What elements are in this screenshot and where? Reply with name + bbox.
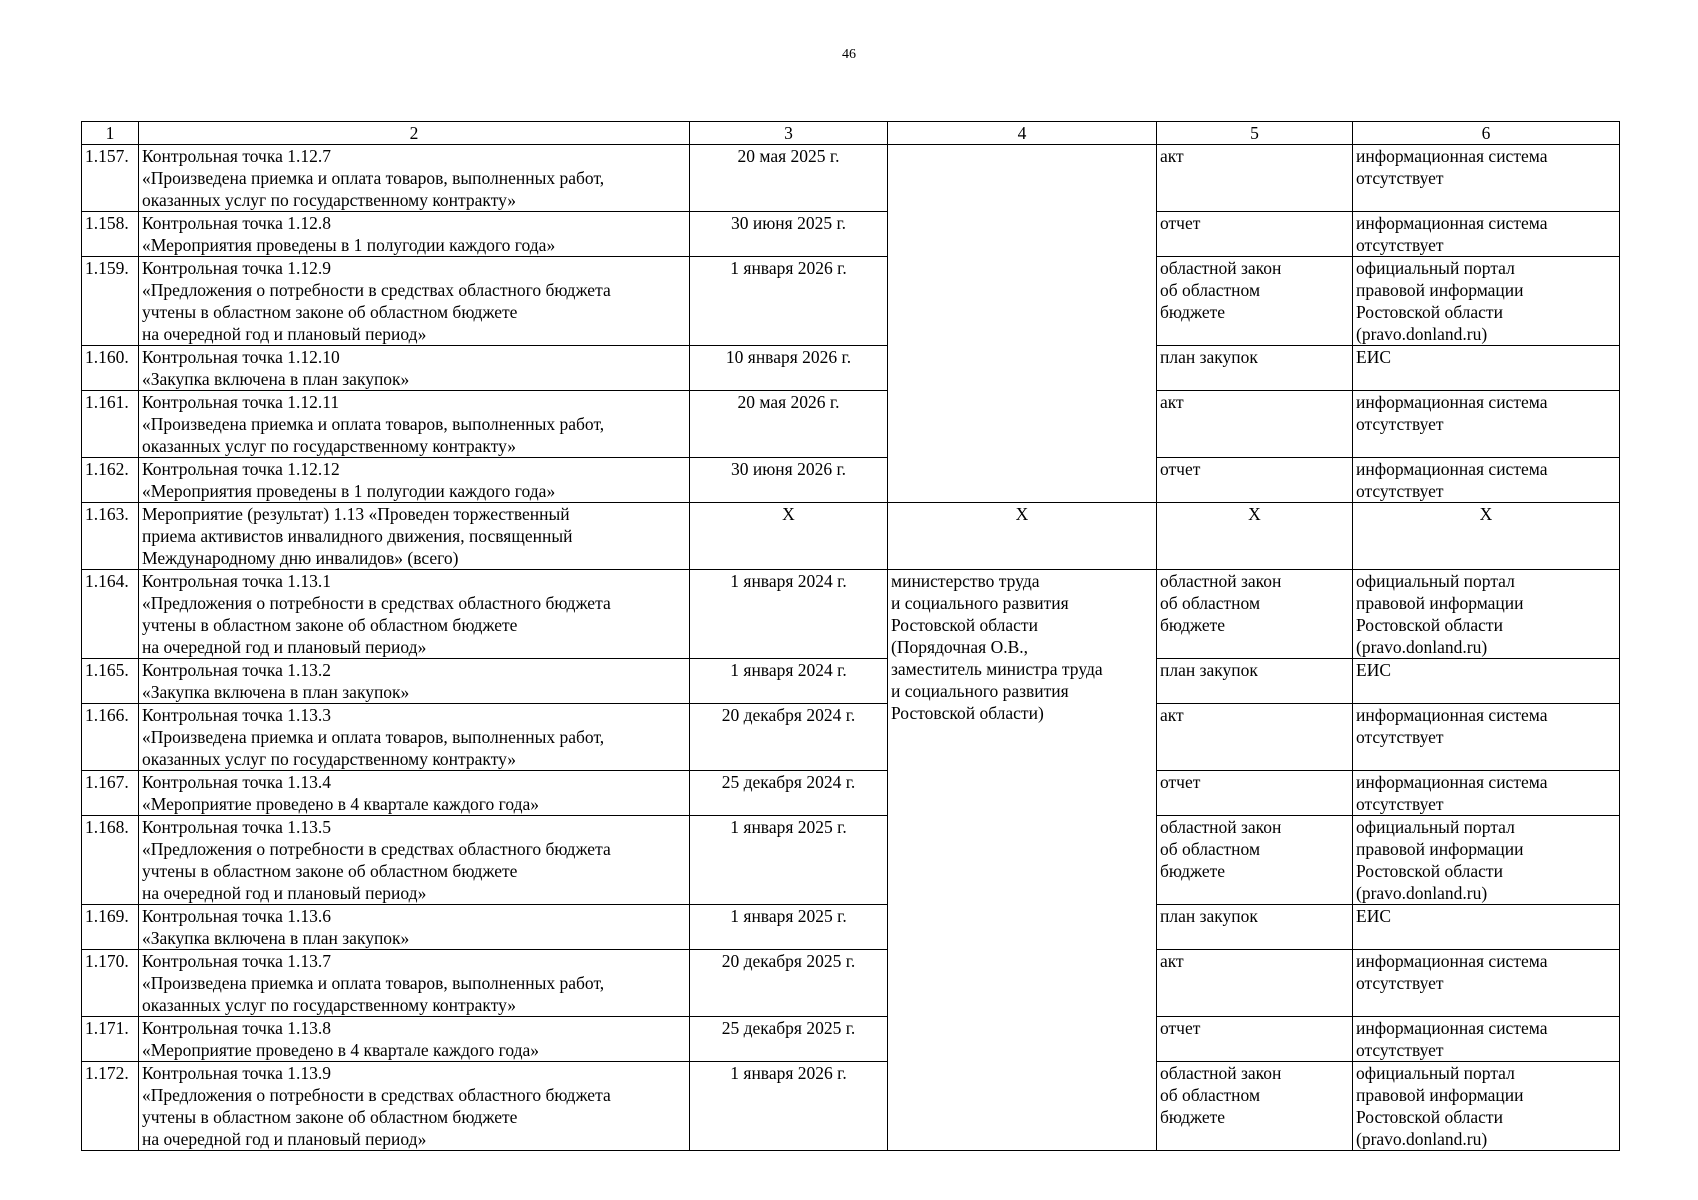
information-system [1353, 458, 1620, 503]
column-header: 4 [888, 122, 1157, 145]
cell-line: об областном [1160, 839, 1261, 859]
table-row [82, 346, 1620, 391]
cell-line: акт [1160, 705, 1184, 725]
cell-line: и социального развития [891, 681, 1069, 701]
cell-line: информационная система [1356, 146, 1548, 166]
cell-line: план закупок [1160, 906, 1258, 926]
control-point-title: Мероприятие (результат) 1.13 «Проведен торжественный [142, 504, 570, 524]
table-row [82, 458, 1620, 503]
row-number: 1.160. [82, 346, 139, 391]
cell-line: информационная система [1356, 705, 1548, 725]
cell-line: «Мероприятие проведено в 4 квартале каждого года» [142, 1040, 540, 1060]
confirming-document [1157, 816, 1353, 905]
column-header: 5 [1157, 122, 1353, 145]
information-system [1353, 1017, 1620, 1062]
cell-line: (pravo.donland.ru) [1356, 637, 1488, 657]
confirming-document [1157, 570, 1353, 659]
control-point-description [139, 905, 690, 950]
cell-line: Ростовской области [1356, 615, 1503, 635]
control-point-description [139, 391, 690, 458]
cell-line: информационная система [1356, 392, 1548, 412]
confirming-document [1157, 1017, 1353, 1062]
confirming-document [1157, 212, 1353, 257]
cell-line: отсутствует [1356, 481, 1444, 501]
information-system [1353, 503, 1620, 570]
deadline-date: 1 января 2026 г. [690, 1062, 888, 1151]
control-point-description [139, 346, 690, 391]
table-row [82, 771, 1620, 816]
control-point-description [139, 1017, 690, 1062]
control-point-title: Контрольная точка 1.13.1 [142, 571, 331, 591]
confirming-document [1157, 905, 1353, 950]
control-point-description [139, 257, 690, 346]
cell-line: информационная система [1356, 772, 1548, 792]
cell-line: информационная система [1356, 213, 1548, 233]
column-header: 1 [82, 122, 139, 145]
row-number: 1.159. [82, 257, 139, 346]
deadline-date: 25 декабря 2025 г. [690, 1017, 888, 1062]
information-system [1353, 771, 1620, 816]
table-row [82, 1017, 1620, 1062]
cell-line: отсутствует [1356, 794, 1444, 814]
cell-line: Ростовской области [1356, 302, 1503, 322]
information-system [1353, 391, 1620, 458]
confirming-document [1157, 391, 1353, 458]
row-number: 1.170. [82, 950, 139, 1017]
deadline-date: 1 января 2026 г. [690, 257, 888, 346]
header-row [82, 122, 1620, 145]
row-number: 1.164. [82, 570, 139, 659]
information-system [1353, 346, 1620, 391]
cell-line: об областном [1160, 280, 1261, 300]
row-number: 1.161. [82, 391, 139, 458]
confirming-document [1157, 704, 1353, 771]
cell-line: областной закон [1160, 1063, 1282, 1083]
cell-line: «Произведена приемка и оплата товаров, выполненных работ, [142, 727, 605, 747]
cell-line: ЕИС [1356, 906, 1391, 926]
responsible-executor: X [888, 503, 1157, 570]
cell-line: «Закупка включена в план закупок» [142, 369, 410, 389]
page-number: 46 [842, 47, 856, 62]
cell-line: «Произведена приемка и оплата товаров, выполненных работ, [142, 168, 605, 188]
cell-line: акт [1160, 392, 1184, 412]
confirming-document [1157, 503, 1353, 570]
cell-line: отсутствует [1356, 973, 1444, 993]
cell-line: бюджете [1160, 302, 1226, 322]
cell-line: отчет [1160, 213, 1201, 233]
control-point-description [139, 704, 690, 771]
cell-line: оказанных услуг по государственному контракту» [142, 995, 517, 1015]
table-row [82, 905, 1620, 950]
control-point-title: Контрольная точка 1.13.2 [142, 660, 331, 680]
cell-line: оказанных услуг по государственному контракту» [142, 436, 517, 456]
cell-line: бюджете [1160, 615, 1226, 635]
table-body [82, 145, 1620, 1151]
cell-line: отчет [1160, 772, 1201, 792]
confirming-document [1157, 1062, 1353, 1151]
row-number: 1.165. [82, 659, 139, 704]
deadline-date: 25 декабря 2024 г. [690, 771, 888, 816]
control-point-title: Контрольная точка 1.13.5 [142, 817, 331, 837]
control-point-description [139, 659, 690, 704]
control-point-description [139, 771, 690, 816]
cell-line: официальный портал [1356, 571, 1515, 591]
cell-line: бюджете [1160, 1107, 1226, 1127]
information-system [1353, 905, 1620, 950]
table-row [82, 1062, 1620, 1151]
cell-line: областной закон [1160, 571, 1282, 591]
cell-line: Ростовской области [891, 615, 1038, 635]
control-point-title: Контрольная точка 1.13.4 [142, 772, 331, 792]
cell-line: официальный портал [1356, 817, 1515, 837]
row-number: 1.171. [82, 1017, 139, 1062]
cell-line: об областном [1160, 1085, 1261, 1105]
cell-line: информационная система [1356, 459, 1548, 479]
cell-line: Ростовской области [1356, 861, 1503, 881]
control-point-title: Контрольная точка 1.12.12 [142, 459, 340, 479]
cell-line: на очередной год и плановый период» [142, 324, 427, 344]
cell-line: и социального развития [891, 593, 1069, 613]
control-points-table [81, 121, 1620, 1151]
table-row [82, 570, 1620, 659]
deadline-date: 20 декабря 2025 г. [690, 950, 888, 1017]
table-row [82, 659, 1620, 704]
cell-line: официальный портал [1356, 258, 1515, 278]
cell-line: (pravo.donland.ru) [1356, 324, 1488, 344]
deadline-date: 20 мая 2025 г. [690, 145, 888, 212]
cell-line: правовой информации [1356, 839, 1524, 859]
table-row [82, 704, 1620, 771]
information-system [1353, 704, 1620, 771]
cell-line: правовой информации [1356, 1085, 1524, 1105]
cell-line: (pravo.donland.ru) [1356, 883, 1488, 903]
row-number: 1.162. [82, 458, 139, 503]
cell-line: X [1248, 504, 1261, 524]
cell-line: отсутствует [1356, 168, 1444, 188]
cell-line: ЕИС [1356, 660, 1391, 680]
table-row [82, 145, 1620, 212]
control-point-description [139, 570, 690, 659]
cell-line: на очередной год и плановый период» [142, 883, 427, 903]
row-number: 1.169. [82, 905, 139, 950]
cell-line: на очередной год и плановый период» [142, 637, 427, 657]
cell-line: «Закупка включена в план закупок» [142, 928, 410, 948]
table-row [82, 257, 1620, 346]
information-system [1353, 257, 1620, 346]
cell-line: «Закупка включена в план закупок» [142, 682, 410, 702]
cell-line: (pravo.donland.ru) [1356, 1129, 1488, 1149]
control-point-description [139, 1062, 690, 1151]
cell-line: акт [1160, 146, 1184, 166]
control-point-title: Контрольная точка 1.13.7 [142, 951, 331, 971]
confirming-document [1157, 257, 1353, 346]
control-point-description [139, 503, 690, 570]
control-point-title: Контрольная точка 1.13.6 [142, 906, 331, 926]
control-point-title: Контрольная точка 1.12.8 [142, 213, 331, 233]
table-row [82, 816, 1620, 905]
cell-line: «Произведена приемка и оплата товаров, выполненных работ, [142, 973, 605, 993]
information-system [1353, 570, 1620, 659]
deadline-date: 10 января 2026 г. [690, 346, 888, 391]
cell-line: учтены в областном законе об областном бюджете [142, 302, 518, 322]
control-point-title: Контрольная точка 1.13.9 [142, 1063, 331, 1083]
cell-line: правовой информации [1356, 593, 1524, 613]
information-system [1353, 145, 1620, 212]
cell-line: правовой информации [1356, 280, 1524, 300]
cell-line: учтены в областном законе об областном бюджете [142, 1107, 518, 1127]
cell-line: «Предложения о потребности в средствах областного бюджета [142, 593, 611, 613]
control-point-title: Контрольная точка 1.13.8 [142, 1018, 331, 1038]
cell-line: учтены в областном законе об областном бюджете [142, 615, 518, 635]
cell-line: «Предложения о потребности в средствах областного бюджета [142, 280, 611, 300]
cell-line: оказанных услуг по государственному контракту» [142, 749, 517, 769]
information-system [1353, 212, 1620, 257]
deadline-date: X [690, 503, 888, 570]
table-row [82, 950, 1620, 1017]
cell-line: об областном [1160, 593, 1261, 613]
cell-line: областной закон [1160, 817, 1282, 837]
information-system [1353, 659, 1620, 704]
deadline-date: 20 мая 2026 г. [690, 391, 888, 458]
deadline-date: 1 января 2025 г. [690, 905, 888, 950]
table-row [82, 212, 1620, 257]
information-system [1353, 1062, 1620, 1151]
cell-line: «Произведена приемка и оплата товаров, выполненных работ, [142, 414, 605, 434]
cell-line: министерство труда [891, 571, 1040, 591]
cell-line: информационная система [1356, 951, 1548, 971]
information-system [1353, 816, 1620, 905]
control-point-description [139, 816, 690, 905]
control-point-description [139, 145, 690, 212]
row-number: 1.166. [82, 704, 139, 771]
cell-line: отсутствует [1356, 414, 1444, 434]
cell-line: бюджете [1160, 861, 1226, 881]
cell-line: оказанных услуг по государственному контракту» [142, 190, 517, 210]
cell-line: приема активистов инвалидного движения, посвященный [142, 526, 573, 546]
cell-line: (Порядочная О.В., [891, 637, 1029, 657]
table-row [82, 391, 1620, 458]
table-row [82, 503, 1620, 570]
confirming-document [1157, 771, 1353, 816]
deadline-date: 20 декабря 2024 г. [690, 704, 888, 771]
cell-line: Ростовской области) [891, 703, 1044, 723]
cell-line: областной закон [1160, 258, 1282, 278]
confirming-document [1157, 458, 1353, 503]
deadline-date: 1 января 2024 г. [690, 570, 888, 659]
row-number: 1.158. [82, 212, 139, 257]
row-number: 1.168. [82, 816, 139, 905]
deadline-date: 30 июня 2026 г. [690, 458, 888, 503]
cell-line: отчет [1160, 1018, 1201, 1038]
row-number: 1.172. [82, 1062, 139, 1151]
control-point-title: Контрольная точка 1.12.9 [142, 258, 331, 278]
cell-line: отчет [1160, 459, 1201, 479]
row-number: 1.167. [82, 771, 139, 816]
cell-line: Ростовской области [1356, 1107, 1503, 1127]
control-point-description [139, 458, 690, 503]
deadline-date: 30 июня 2025 г. [690, 212, 888, 257]
row-number: 1.163. [82, 503, 139, 570]
column-header: 6 [1353, 122, 1620, 145]
confirming-document [1157, 950, 1353, 1017]
cell-line: учтены в областном законе об областном бюджете [142, 861, 518, 881]
control-point-title: Контрольная точка 1.12.10 [142, 347, 340, 367]
deadline-date: 1 января 2025 г. [690, 816, 888, 905]
cell-line: информационная система [1356, 1018, 1548, 1038]
cell-line: «Мероприятие проведено в 4 квартале каждого года» [142, 794, 540, 814]
confirming-document [1157, 659, 1353, 704]
control-point-title: Контрольная точка 1.13.3 [142, 705, 331, 725]
information-system [1353, 950, 1620, 1017]
cell-line: отсутствует [1356, 1040, 1444, 1060]
control-point-title: Контрольная точка 1.12.11 [142, 392, 340, 412]
cell-line: «Предложения о потребности в средствах областного бюджета [142, 1085, 611, 1105]
cell-line: план закупок [1160, 660, 1258, 680]
cell-line: отсутствует [1356, 727, 1444, 747]
confirming-document [1157, 145, 1353, 212]
control-point-description [139, 212, 690, 257]
cell-line: «Мероприятия проведены в 1 полугодии каждого года» [142, 481, 556, 501]
deadline-date: 1 января 2024 г. [690, 659, 888, 704]
responsible-executor [888, 145, 1157, 503]
cell-line: план закупок [1160, 347, 1258, 367]
cell-line: Международному дню инвалидов» (всего) [142, 548, 459, 568]
column-header: 2 [139, 122, 690, 145]
cell-line: «Мероприятия проведены в 1 полугодии каждого года» [142, 235, 556, 255]
cell-line: отсутствует [1356, 235, 1444, 255]
column-header: 3 [690, 122, 888, 145]
control-point-description [139, 950, 690, 1017]
cell-line: на очередной год и плановый период» [142, 1129, 427, 1149]
cell-line: официальный портал [1356, 1063, 1515, 1083]
cell-line: X [1479, 504, 1493, 524]
responsible-executor [888, 570, 1157, 1151]
cell-line: акт [1160, 951, 1184, 971]
cell-line: ЕИС [1356, 347, 1391, 367]
control-point-title: Контрольная точка 1.12.7 [142, 146, 331, 166]
cell-line: заместитель министра труда [891, 659, 1103, 679]
row-number: 1.157. [82, 145, 139, 212]
cell-line: «Предложения о потребности в средствах областного бюджета [142, 839, 611, 859]
confirming-document [1157, 346, 1353, 391]
